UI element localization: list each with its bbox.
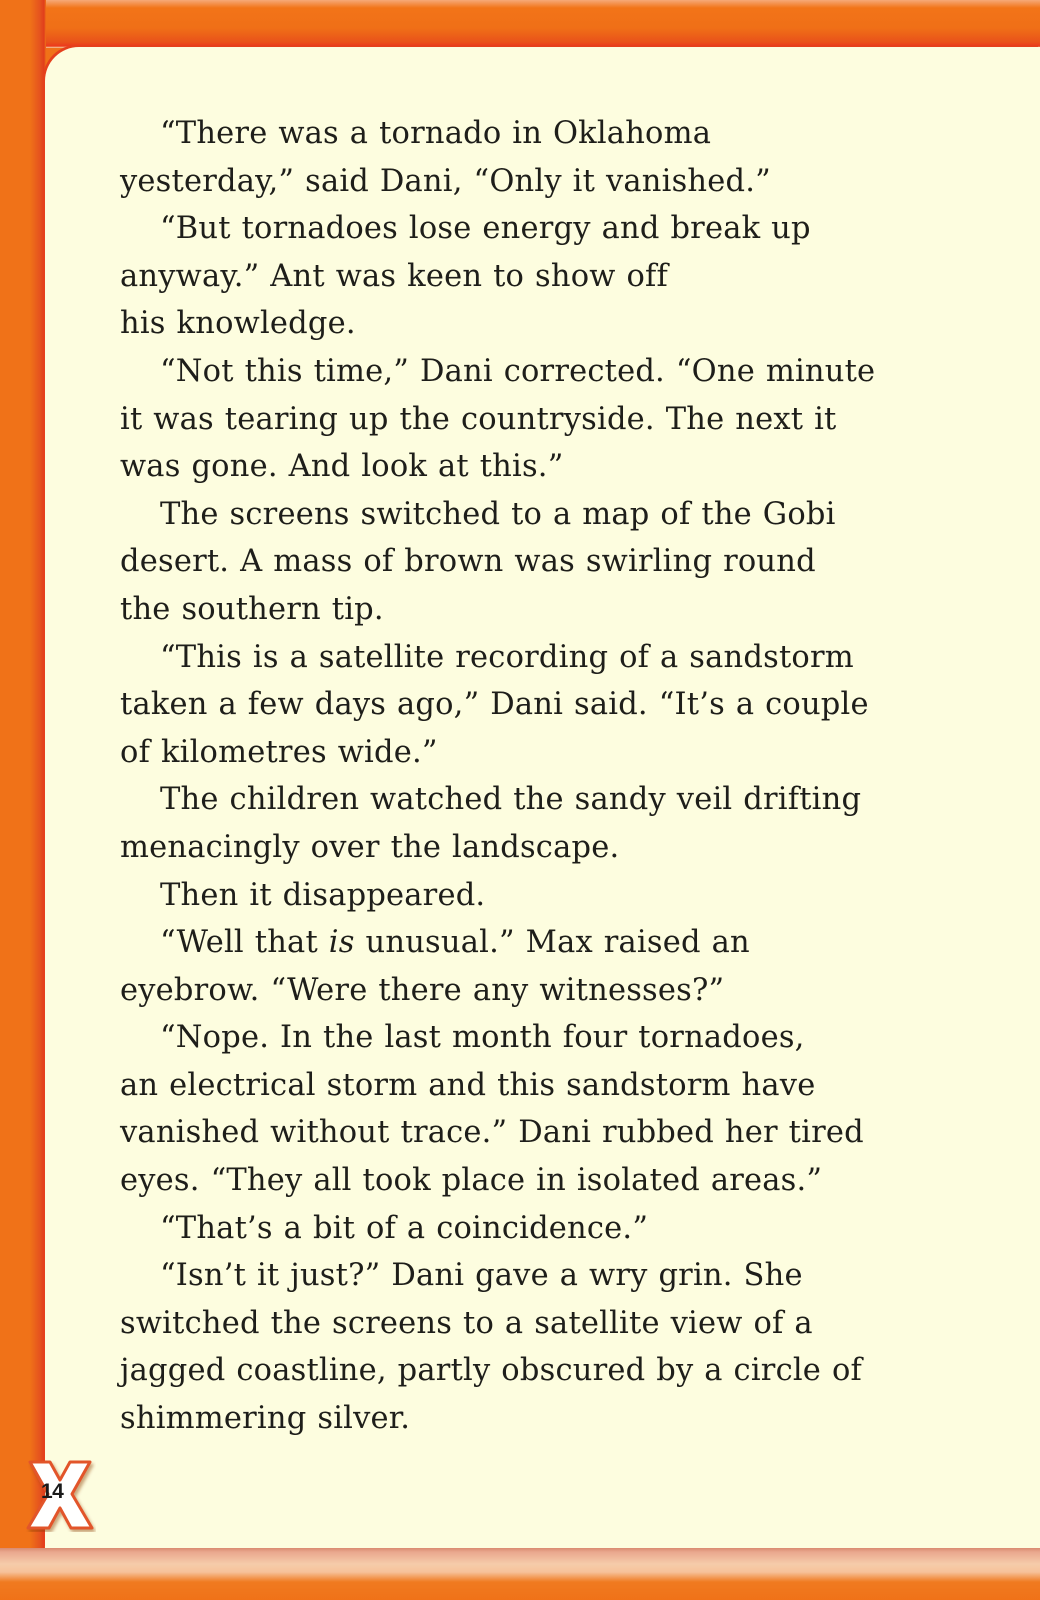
text-line: desert. A mass of brown was swirling round: [120, 544, 816, 580]
text-line: an electrical storm and this sandstorm have: [120, 1067, 816, 1103]
text-line: “This is a satellite recording of a sandstorm: [160, 639, 854, 675]
story-text: [120, 110, 930, 1443]
bottom-border: [0, 1548, 1040, 1600]
text-line: “But tornadoes lose energy and break up: [160, 211, 811, 247]
text-line: his knowledge.: [120, 306, 356, 342]
text-line: [120, 919, 930, 967]
top-border: [0, 0, 1040, 48]
text-segment: “Well that: [160, 925, 329, 961]
text-line: “Not this time,” Dani corrected. “One minute: [160, 353, 876, 389]
text-line: eyebrow. “Were there any witnesses?”: [120, 972, 725, 1008]
page-number: 14: [41, 1480, 64, 1503]
text-line: yesterday,” said Dani, “Only it vanished.”: [120, 163, 771, 199]
text-line: taken a few days ago,” Dani said. “It’s a couple: [120, 687, 869, 723]
text-line: The children watched the sandy veil drifting: [160, 782, 862, 818]
text-line: “Isn’t it just?” Dani gave a wry grin. She: [160, 1258, 803, 1294]
text-line: jagged coastline, partly obscured by a circle of: [120, 1353, 863, 1389]
text-line: The screens switched to a map of the Gobi: [160, 496, 836, 532]
text-line: it was tearing up the countryside. The next it: [120, 401, 837, 437]
text-line: Then it disappeared.: [160, 877, 486, 913]
text-line: eyes. “They all took place in isolated areas.”: [120, 1163, 823, 1199]
text-line: menacingly over the landscape.: [120, 829, 620, 865]
text-line: vanished without trace.” Dani rubbed her tired: [120, 1115, 864, 1151]
emphasis-text: is: [328, 925, 355, 961]
text-line: “That’s a bit of a coincidence.”: [160, 1210, 649, 1246]
text-line: was gone. And look at this.”: [120, 449, 564, 485]
page-number-badge: [24, 1458, 96, 1532]
text-line: “There was a tornado in Oklahoma: [160, 116, 712, 151]
text-line: switched the screens to a satellite view of a: [120, 1305, 813, 1341]
left-border: [0, 0, 46, 1600]
text-line: the southern tip.: [120, 591, 384, 627]
text-line: shimmering silver.: [120, 1401, 411, 1437]
text-line: anyway.” Ant was keen to show off: [120, 258, 669, 294]
text-line: of kilometres wide.”: [120, 734, 438, 770]
text-segment: unusual.” Max raised an: [354, 925, 750, 961]
text-line: “Nope. In the last month four tornadoes,: [160, 1020, 805, 1056]
